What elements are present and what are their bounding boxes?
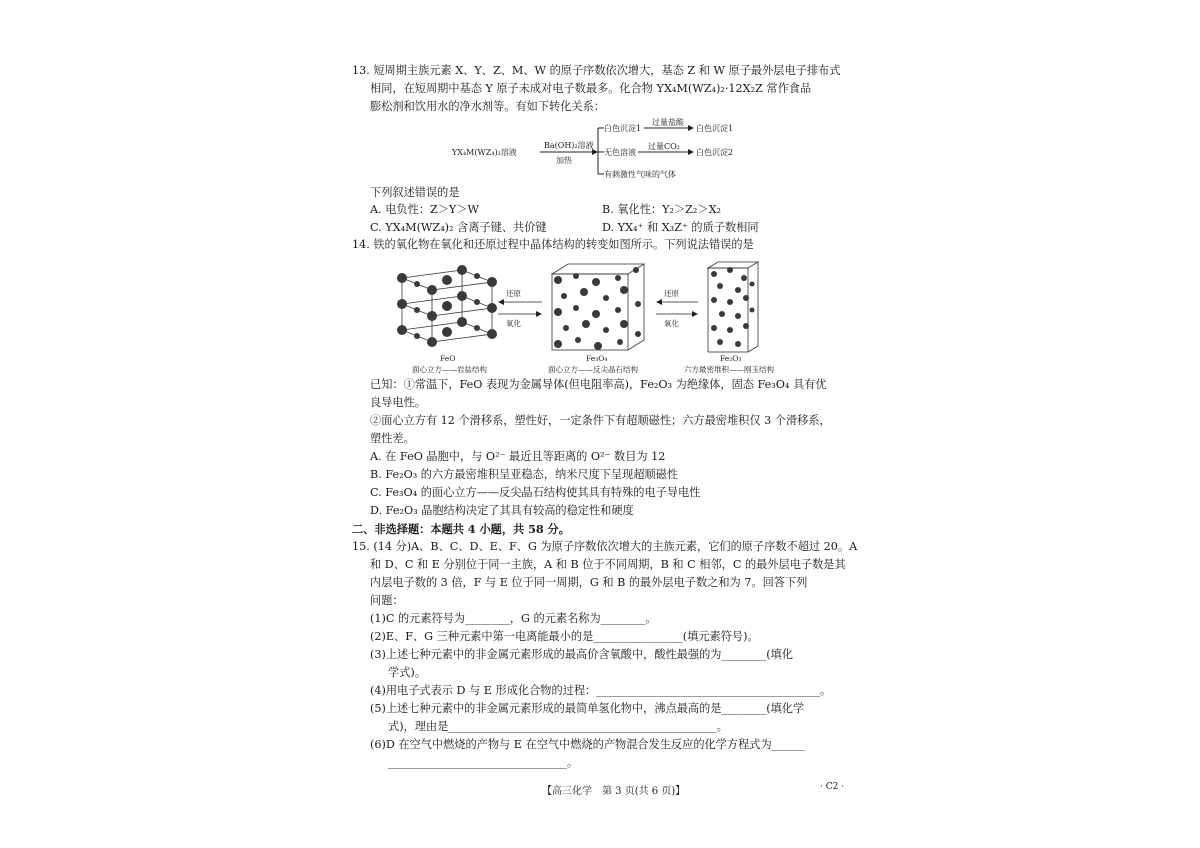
q15-sub3b: 学式)。 — [388, 666, 426, 679]
fe2o3-caption: 六方最密堆积——刚玉结构 — [684, 365, 774, 374]
scheme-product1: 白色沉淀1 — [604, 124, 642, 133]
q15-sub1: (1)C 的元素符号为________，G 的元素名称为________。 — [370, 612, 657, 625]
q14-known1: 已知：①常温下，FeO 表现为金属导体(但电阻率高)，Fe₂O₃ 为绝缘体，固态 Fe₃O₄ 具有优 — [370, 378, 827, 391]
section-heading: 二、非选择题：本题共 4 小题，共 58 分。 — [352, 522, 570, 536]
fe2o3-formula: Fe₂O₃ — [720, 354, 742, 363]
feo-formula: FeO — [440, 354, 456, 363]
paper-code: · C2 · — [820, 782, 845, 792]
scheme-reagent: Ba(OH)₂溶液 — [544, 141, 594, 150]
q15-line3: 内层电子数的 3 倍，F 与 E 位于同一周期，G 和 B 的最外层电子数之和为 7。回答下列 — [370, 576, 808, 589]
q13-stem: 下列叙述错误的是 — [370, 186, 460, 199]
reaction-scheme — [452, 114, 792, 184]
q15-line4: 问题： — [370, 594, 404, 607]
q14-known2: 良导电性。 — [370, 396, 426, 409]
q15-sub6a: (6)D 在空气中燃烧的产物与 E 在空气中燃烧的产物混合发生反应的化学方程式为______ — [370, 738, 806, 751]
q15-line1: 15. (14 分)A、B、C、D、E、F、G 为原子序数依次增大的主族元素，它们的原子序数不超过 20。A — [352, 540, 858, 553]
crystal-structures — [392, 258, 862, 358]
scheme-start: YX₄M(WZ₄)₂溶液 — [452, 148, 517, 157]
arrow2-label-top: 还原 — [664, 289, 679, 298]
q14-known4: 塑性差。 — [370, 432, 415, 445]
arrow2-label-bottom: 氧化 — [664, 319, 679, 328]
q14-option-b: B. Fe₂O₃ 的六方最密堆积呈亚稳态，纳米尺度下呈现超顺磁性 — [370, 468, 679, 481]
q13-option-d: D. YX₄⁺ 和 X₃Z⁺ 的质子数相同 — [602, 221, 759, 234]
arrow1-label-bottom: 氧化 — [506, 319, 521, 328]
fe3o4-structure — [552, 264, 644, 350]
q13-option-b: B. 氧化性：Y₂＞Z₂＞X₂ — [602, 203, 722, 216]
q14-line1: 14. 铁的氧化物在氧化和还原过程中晶体结构的转变如图所示。下列说法错误的是 — [352, 238, 754, 251]
q15-sub3a: (3)上述七种元素中的非金属元素形成的最高价含氧酸中，酸性最强的为________(填化 — [370, 648, 793, 661]
q15-sub5b: 式)，理由是________________________________________________。 — [388, 720, 728, 733]
arrow1-label-top: 还原 — [506, 289, 521, 298]
q13-option-a: A. 电负性：Z＞Y＞W — [370, 203, 479, 216]
q13-option-c: C. YX₄M(WZ₄)₂ 含离子键、共价键 — [370, 221, 547, 234]
fe3o4-formula: Fe₃O₄ — [586, 354, 608, 363]
q14-option-c: C. Fe₃O₄ 的面心立方——反尖晶石结构使其具有特殊的电子导电性 — [370, 486, 701, 499]
feo-caption: 面心立方——岩盐结构 — [412, 365, 487, 374]
q13-line1: 13. 短周期主族元素 X、Y、Z、M、W 的原子序数依次增大，基态 Z 和 W 原子最外层电子排布式 — [352, 64, 841, 77]
fe2o3-structure — [708, 262, 758, 352]
q15-sub6b: ________________________________。 — [388, 756, 579, 769]
scheme-product2: 无色溶液 — [604, 148, 636, 157]
q14-option-a: A. 在 FeO 晶胞中，与 O²⁻ 最近且等距离的 O²⁻ 数目为 12 — [370, 450, 666, 463]
q13-line2: 相同，在短周期中基态 Y 原子未成对电子数最多。化合物 YX₄M(WZ₄)₂·12X₂Z 常作食品 — [370, 82, 812, 95]
crystal-figure — [392, 258, 862, 378]
q13-line3: 膨松剂和饮用水的净水剂等。有如下转化关系： — [370, 100, 605, 113]
q15-sub5a: (5)上述七种元素中的非金属元素形成的最简单氢化物中，沸点最高的是________(填化学 — [370, 702, 805, 715]
scheme-product3: 有刺激性气味的气体 — [604, 170, 676, 179]
scheme-product1b: 白色沉淀1 — [696, 124, 734, 133]
scheme-reagent2: 过量盐酸 — [652, 118, 684, 127]
page-footer: 【高三化学 第 3 页(共 6 页)】 — [542, 786, 686, 797]
q14-known3: ②面心立方有 12 个滑移系，塑性好，一定条件下有超顺磁性；六方最密堆积仅 3 个滑移系， — [370, 414, 831, 427]
scheme-reagent3: 过量CO₂ — [648, 142, 680, 151]
q14-option-d: D. Fe₂O₃ 晶胞结构决定了其具有较高的稳定性和硬度 — [370, 504, 634, 517]
fe3o4-caption: 面心立方——反尖晶石结构 — [548, 365, 638, 374]
q15-sub4: (4)用电子式表示 D 与 E 形成化合物的过程：________________________________________。 — [370, 684, 832, 697]
q15-sub2: (2)E、F、G 三种元素中第一电离能最小的是________________(填元素符号)。 — [370, 630, 759, 643]
scheme-product2b: 白色沉淀2 — [696, 148, 734, 157]
feo-structure — [397, 265, 497, 347]
scheme-condition: 加热 — [556, 156, 572, 165]
exam-page — [352, 0, 858, 848]
q15-line2: 和 D、C 和 E 分别位于同一主族，A 和 B 位于不同周期，B 和 C 相邻，C 的最外层电子数是其 — [370, 558, 846, 571]
